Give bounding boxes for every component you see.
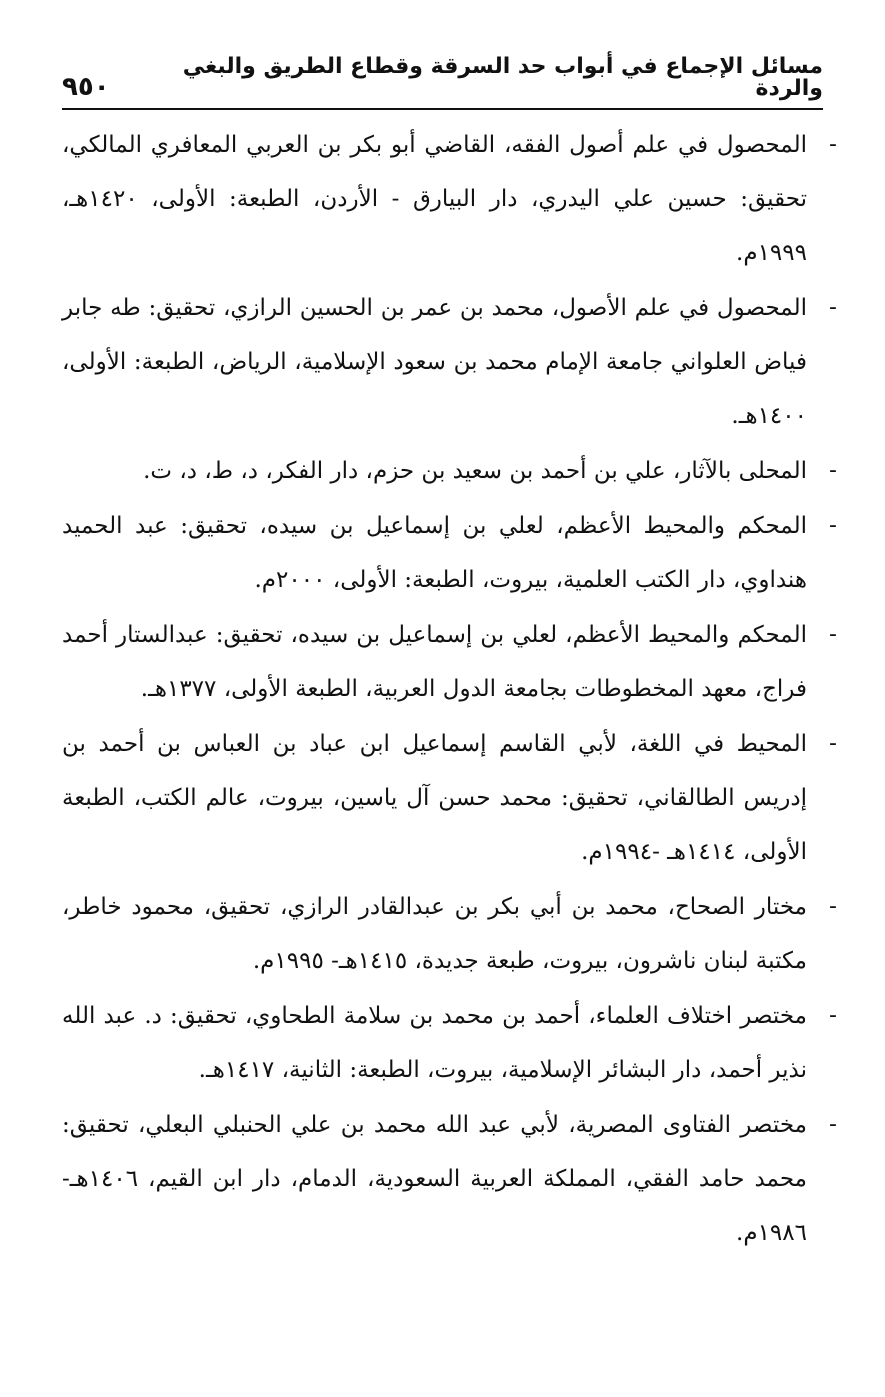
entry-dash: -: [829, 731, 837, 756]
bibliography-entry: [62, 989, 837, 1097]
bibliography-entry: [62, 717, 837, 879]
entry-text: مختصر الفتاوى المصرية، لأبي عبد الله محمد بن علي الحنبلي البعلي، تحقيق: محمد حامد الفقي، المملكة العربية السعودية، الدمام، دار ابن القيم، ١٤٠٦هـ- ١٩٨٦م.: [62, 1112, 807, 1246]
entry-text: مختار الصحاح، محمد بن أبي بكر بن عبدالقادر الرازي، تحقيق، محمود خاطر، مكتبة لبنان ناشرون، بيروت، طبعة جديدة، ١٤١٥هـ- ١٩٩٥م.: [62, 894, 807, 974]
entry-text: المحصول في علم الأصول، محمد بن عمر بن الحسين الرازي، تحقيق: طه جابر فياض العلواني جامعة الإمام محمد بن سعود الإسلامية، الرياض، الطبعة: الأولى، ١٤٠٠هـ.: [62, 295, 807, 429]
entry-dash: -: [829, 1003, 837, 1028]
page-number: ٩٥٠: [62, 72, 110, 102]
running-title: مسائل الإجماع في أبواب حد السرقة وقطاع الطريق والبغي والردة: [182, 54, 823, 101]
entry-dash: -: [829, 132, 837, 157]
bibliography-entry: [62, 499, 837, 607]
bibliography-entry: [62, 281, 837, 443]
bibliography-entry: [62, 1098, 837, 1260]
entry-text: المحكم والمحيط الأعظم، لعلي بن إسماعيل بن سيده، تحقيق: عبد الحميد هنداوي، دار الكتب العلمية، بيروت، الطبعة: الأولى، ٢٠٠٠م.: [62, 513, 807, 593]
entry-dash: -: [829, 295, 837, 320]
entry-dash: -: [829, 458, 837, 483]
bibliography-entry: [62, 118, 837, 280]
bibliography-entry: [62, 444, 837, 498]
entry-dash: -: [829, 513, 837, 538]
bibliography-list: [62, 118, 837, 1261]
entry-dash: -: [829, 894, 837, 919]
entry-dash: -: [829, 622, 837, 647]
entry-text: المحصول في علم أصول الفقه، القاضي أبو بكر بن العربي المعافري المالكي، تحقيق: حسين علي اليدري، دار البيارق - الأردن، الطبعة: الأولى، ١٤٢٠هـ، ١٩٩٩م.: [62, 132, 807, 266]
entry-text: المحلى بالآثار، علي بن أحمد بن سعيد بن حزم، دار الفكر، د، ط، د، ت.: [143, 458, 807, 484]
entry-text: مختصر اختلاف العلماء، أحمد بن محمد بن سلامة الطحاوي، تحقيق: د. عبد الله نذير أحمد، دار البشائر الإسلامية، بيروت، الطبعة: الثانية، ١٤١٧هـ.: [62, 1003, 807, 1083]
bibliography-entry: [62, 880, 837, 988]
page-header: [62, 54, 823, 110]
entry-text: المحكم والمحيط الأعظم، لعلي بن إسماعيل بن سيده، تحقيق: عبدالستار أحمد فراج، معهد المخطوطات بجامعة الدول العربية، الطبعة الأولى، ١٣٧٧هـ.: [62, 622, 807, 702]
bibliography-entry: [62, 608, 837, 716]
entry-dash: -: [829, 1112, 837, 1137]
entry-text: المحيط في اللغة، لأبي القاسم إسماعيل ابن عباد بن العباس بن أحمد بن إدريس الطالقاني، تحقيق: محمد حسن آل ياسين، بيروت، عالم الكتب، الطبعة الأولى، ١٤١٤هـ -١٩٩٤م.: [62, 731, 807, 865]
